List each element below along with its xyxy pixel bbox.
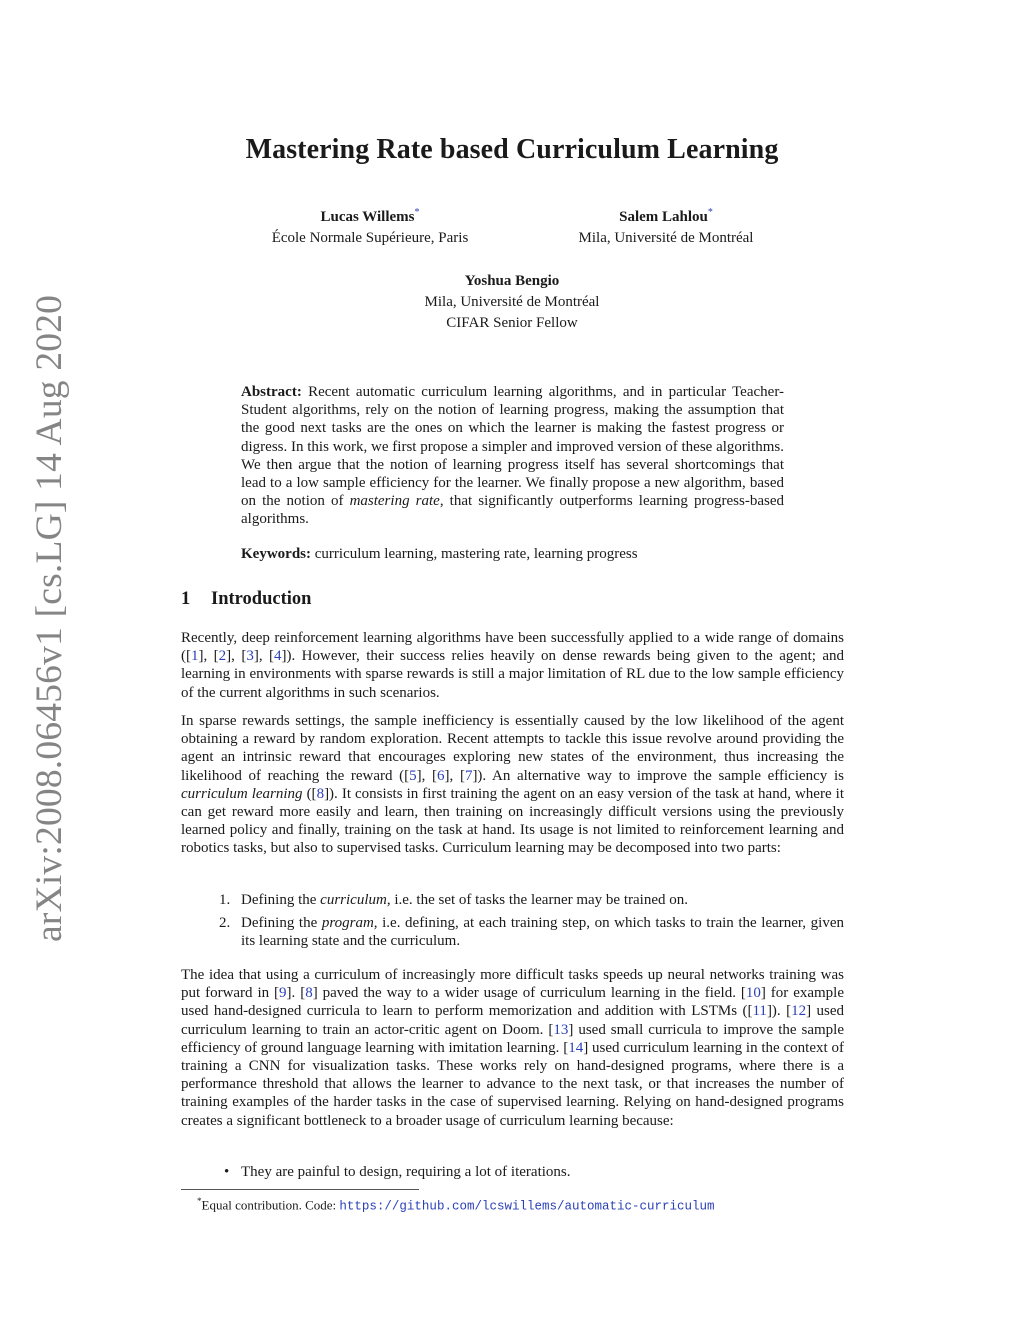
list-item <box>222 1163 842 1181</box>
text: , i.e. the set of tasks the learner may be trained on. <box>386 892 688 908</box>
citation-link[interactable]: 13 <box>553 1021 569 1038</box>
numbered-list <box>219 891 844 956</box>
section-title: Introduction <box>211 589 312 609</box>
citation-link[interactable]: 2 <box>218 648 227 665</box>
author-affiliation: Mila, Université de Montréal <box>424 294 600 310</box>
author-block <box>500 202 832 249</box>
author-name: Yoshua Bengio <box>464 273 560 289</box>
keywords-label: Keywords: <box>241 546 311 562</box>
paragraph <box>181 712 844 858</box>
author-affiliation: Mila, Université de Montréal <box>578 230 754 246</box>
section-heading <box>181 589 311 610</box>
abstract-text: Recent automatic curriculum learning algorithms, and in particular Teacher-Student algorithms, rely on the notion of learning progress, making the assumption that the good next tasks are the ones on which the learner is making the fastest progress or digress. In this work, we first propose a simpler and improved version of these algorithms. We then argue that the notion of learning progress itself has several shortcomings that lead to a low sample efficiency for the learner. We finally propose a new algorithm, based on the notion of <box>241 384 785 510</box>
citation-link[interactable]: 9 <box>279 985 287 1002</box>
text: ] used curriculum learning to train an actor-critic agent on Doom. [ <box>181 1003 844 1038</box>
text: , i.e. defining, at each training step, on which tasks to train the learner, given its learning state and the curriculum. <box>241 915 844 950</box>
citation-link[interactable]: 10 <box>745 985 761 1002</box>
list-item <box>219 891 844 909</box>
equal-contribution-mark[interactable]: * <box>414 207 420 218</box>
bullet-list <box>222 1163 842 1181</box>
text: ] paved the way to a wider usage of curriculum learning in the field. [ <box>312 985 746 1002</box>
author-block <box>312 271 712 334</box>
text: ], [ <box>416 767 438 784</box>
author-affiliation: CIFAR Senior Fellow <box>446 315 578 331</box>
text: ], [ <box>198 648 219 665</box>
text: ], [ <box>226 648 247 665</box>
text: Defining the <box>241 915 322 932</box>
paragraph <box>181 629 844 702</box>
footnote-divider <box>181 1189 419 1190</box>
text: ([ <box>302 785 317 802</box>
citation-link[interactable]: 8 <box>305 985 313 1002</box>
keywords-text: curriculum learning, mastering rate, learning progress <box>314 546 638 562</box>
text: They are painful to design, requiring a lot of iterations. <box>241 1164 571 1180</box>
text: Recently, deep reinforcement learning algorithms have been successfully applied to a wide range of domains ([ <box>181 630 844 665</box>
abstract <box>241 383 784 529</box>
text: ]). [ <box>766 1003 792 1020</box>
section-number: 1 <box>181 589 191 609</box>
emphasis: program <box>321 915 374 932</box>
emphasis: curriculum <box>320 892 387 908</box>
author-name: Lucas Willems <box>320 209 415 225</box>
author-name: Salem Lahlou <box>619 209 708 225</box>
citation-link[interactable]: 1 <box>191 648 199 665</box>
citation-link[interactable]: 11 <box>752 1003 767 1020</box>
abstract-label: Abstract: <box>241 384 302 400</box>
footnote-mark: * <box>197 1196 202 1206</box>
citation-link[interactable]: 12 <box>791 1003 807 1020</box>
arxiv-identifier: arXiv:2008.06456v1 [cs.LG] 14 Aug 2020 <box>29 294 70 942</box>
text: ]. [ <box>286 985 306 1002</box>
citation-link[interactable]: 7 <box>464 767 473 784</box>
text: ]). It consists in first training the agent on an easy version of the task at hand, where it can get reward more easily and learn, then training on increasingly difficult versions using the previously learned policy and finally, training on the task at hand. Its usage is not limited to reinforcement learning and robotics tasks, but also to supervised tasks. Curriculum learning may be decomposed into two parts: <box>181 785 844 857</box>
text: In sparse rewards settings, the sample inefficiency is essentially caused by the low likelihood of the agent obtaining a reward by random exploration. Recent attempts to tackle this issue revolve around providing the agent an intrinsic reward that encourages exploring new states of the environment, thus increasing the likelihood of reaching the reward ([ <box>181 713 844 784</box>
text: ]). An alternative way to improve the sample efficiency is <box>472 767 844 784</box>
text: Defining the <box>241 892 321 908</box>
paragraph <box>181 966 844 1130</box>
text: The idea that using a curriculum of increasingly more difficult tasks speeds up neural networks training was put forward in [ <box>181 967 844 1002</box>
text: ] used small curricula to improve the sample efficiency of ground language learning with imitation learning. [ <box>181 1021 844 1056</box>
list-item <box>219 914 844 950</box>
emphasis: curriculum learning <box>181 785 303 802</box>
citation-link[interactable]: 3 <box>246 648 254 665</box>
author-block <box>200 202 540 249</box>
footnote-text: Equal contribution. Code: <box>201 1197 340 1213</box>
abstract-emphasis: mastering rate <box>349 493 440 510</box>
code-url-link[interactable]: https://github.com/lcswillems/automatic-curriculum <box>339 1199 715 1214</box>
citation-link[interactable]: 8 <box>316 785 325 802</box>
list-number: 1. <box>219 892 231 908</box>
keywords <box>241 545 801 563</box>
equal-contribution-mark[interactable]: * <box>707 207 713 218</box>
text: ] for example used hand-designed curricula to learn to perform memorization and addition with LSTMs ([ <box>181 985 845 1020</box>
footnote <box>197 1193 714 1214</box>
text: ], [ <box>444 767 465 784</box>
citation-link[interactable]: 4 <box>274 648 282 665</box>
text: ]). However, their success relies heavily on dense rewards being given to the agent; and learning in environments with sparse rewards is still a major limitation of RL due to the low sample efficiency of the current algorithms in such scenarios. <box>181 648 844 701</box>
author-affiliation: École Normale Supérieure, Paris <box>271 230 469 246</box>
paper-title: Mastering Rate based Curriculum Learning <box>245 134 779 165</box>
bullet-icon: • <box>224 1164 230 1180</box>
text: ], [ <box>253 648 275 665</box>
citation-link[interactable]: 6 <box>437 767 445 784</box>
text: ] used curriculum learning in the context of training a CNN for visualization tasks. These works rely on hand-designed programs, where there is a performance threshold that allows the learner to advance to the next task, or that increases the number of training examples of the harder tasks in the case of supervised learning. Relying on hand-designed programs creates a significant bottleneck to a broader usage of curriculum learning because: <box>181 1039 844 1129</box>
list-number: 2. <box>219 915 231 932</box>
abstract-text: , that significantly outperforms learning progress-based algorithms. <box>241 493 784 528</box>
citation-link[interactable]: 14 <box>568 1039 584 1056</box>
citation-link[interactable]: 5 <box>409 767 417 784</box>
